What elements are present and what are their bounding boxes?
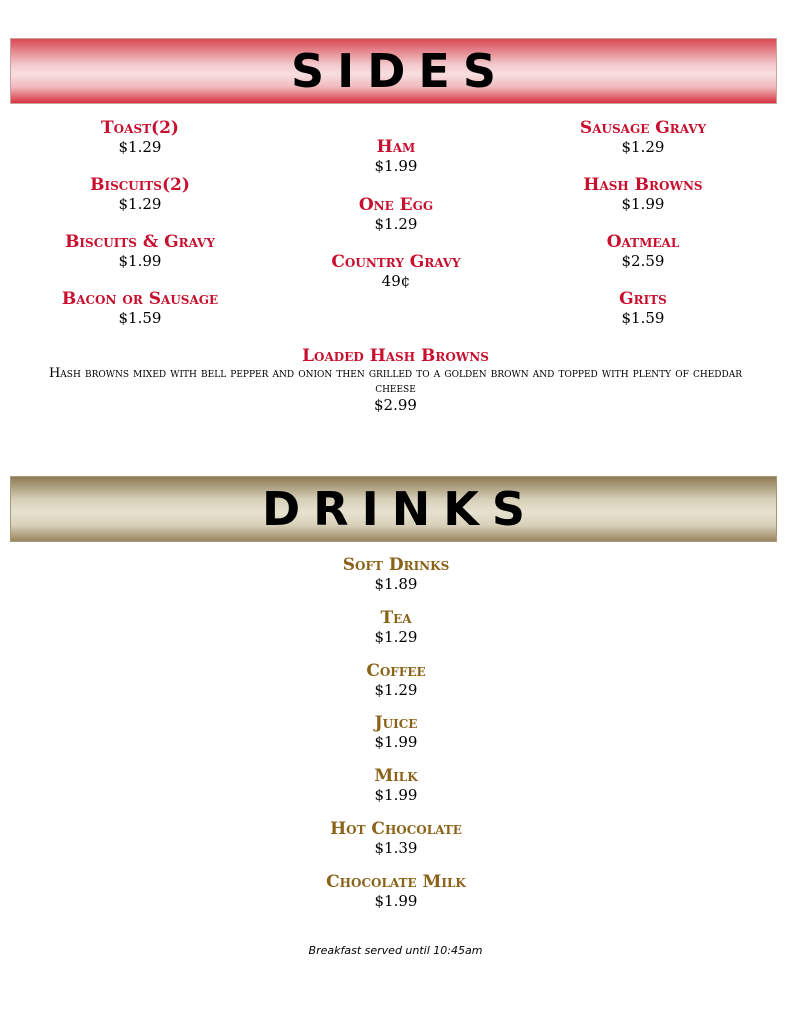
menu-item-biscuits bbox=[40, 176, 240, 213]
menu-item-grits bbox=[543, 290, 743, 327]
item-name: Toast(2) bbox=[101, 118, 179, 138]
item-price: $1.59 bbox=[118, 309, 162, 327]
sides-title: SIDES bbox=[291, 44, 509, 98]
item-price: $1.99 bbox=[374, 157, 418, 175]
item-price: $1.59 bbox=[621, 309, 665, 327]
item-price: $1.99 bbox=[374, 892, 418, 910]
menu-item-ham bbox=[296, 138, 496, 175]
item-name: Hash Browns bbox=[583, 175, 703, 195]
menu-item-milk bbox=[246, 767, 546, 804]
menu-item-hash-browns bbox=[543, 176, 743, 213]
item-name: Sausage Gravy bbox=[579, 118, 707, 138]
item-name: Milk bbox=[374, 766, 418, 786]
item-price: 49¢ bbox=[381, 272, 411, 290]
item-price: $1.29 bbox=[374, 628, 418, 646]
menu-item-sausage-gravy bbox=[543, 119, 743, 156]
menu-item-soft-drinks bbox=[246, 556, 546, 593]
item-description: Hash browns mixed with bell pepper and onion then grilled to a golden brown and topped with plenty of cheddar cheese bbox=[48, 366, 743, 396]
menu-item-loaded-hash-browns bbox=[20, 347, 771, 414]
item-name: Oatmeal bbox=[606, 232, 680, 252]
drinks-banner bbox=[10, 476, 777, 542]
item-name: Country Gravy bbox=[331, 252, 461, 272]
item-price: $1.29 bbox=[118, 138, 162, 156]
item-name: Hot Chocolate bbox=[330, 819, 462, 839]
item-name: One Egg bbox=[358, 195, 434, 215]
item-price: $2.59 bbox=[621, 252, 665, 270]
menu-item-chocolate-milk bbox=[246, 873, 546, 910]
item-name: Soft Drinks bbox=[342, 555, 450, 575]
item-price: $1.89 bbox=[374, 575, 418, 593]
item-price: $1.99 bbox=[374, 733, 418, 751]
drinks-title: DRINKS bbox=[262, 482, 538, 536]
menu-item-oatmeal bbox=[543, 233, 743, 270]
menu-item-bacon-sausage bbox=[40, 290, 240, 327]
item-name: Tea bbox=[380, 608, 412, 628]
item-name: Biscuits(2) bbox=[90, 175, 190, 195]
item-name: Biscuits & Gravy bbox=[65, 232, 215, 252]
menu-item-hot-chocolate bbox=[246, 820, 546, 857]
item-name: Coffee bbox=[366, 661, 426, 681]
menu-item-juice bbox=[246, 714, 546, 751]
item-price: $1.29 bbox=[621, 138, 665, 156]
item-price: $1.99 bbox=[621, 195, 665, 213]
menu-item-one-egg bbox=[296, 196, 496, 233]
breakfast-hours-note: Breakfast served until 10:45am bbox=[308, 944, 483, 957]
menu-item-tea bbox=[246, 609, 546, 646]
item-name: Grits bbox=[619, 289, 667, 309]
item-price: $1.29 bbox=[118, 195, 162, 213]
menu-item-toast bbox=[40, 119, 240, 156]
item-name: Bacon or Sausage bbox=[61, 289, 219, 309]
item-price: $1.99 bbox=[118, 252, 162, 270]
menu-item-country-gravy bbox=[296, 253, 496, 290]
sides-banner bbox=[10, 38, 777, 104]
item-name: Chocolate Milk bbox=[326, 872, 466, 892]
menu-item-coffee bbox=[246, 662, 546, 699]
item-price: $1.99 bbox=[374, 786, 418, 804]
item-price: $1.29 bbox=[374, 215, 418, 233]
item-name: Ham bbox=[376, 137, 416, 157]
item-name: Juice bbox=[374, 713, 418, 733]
item-price: $1.29 bbox=[374, 681, 418, 699]
item-name: Loaded Hash Browns bbox=[302, 346, 489, 366]
item-price: $1.39 bbox=[374, 839, 418, 857]
menu-item-biscuits-gravy bbox=[40, 233, 240, 270]
item-price: $2.99 bbox=[374, 396, 417, 414]
